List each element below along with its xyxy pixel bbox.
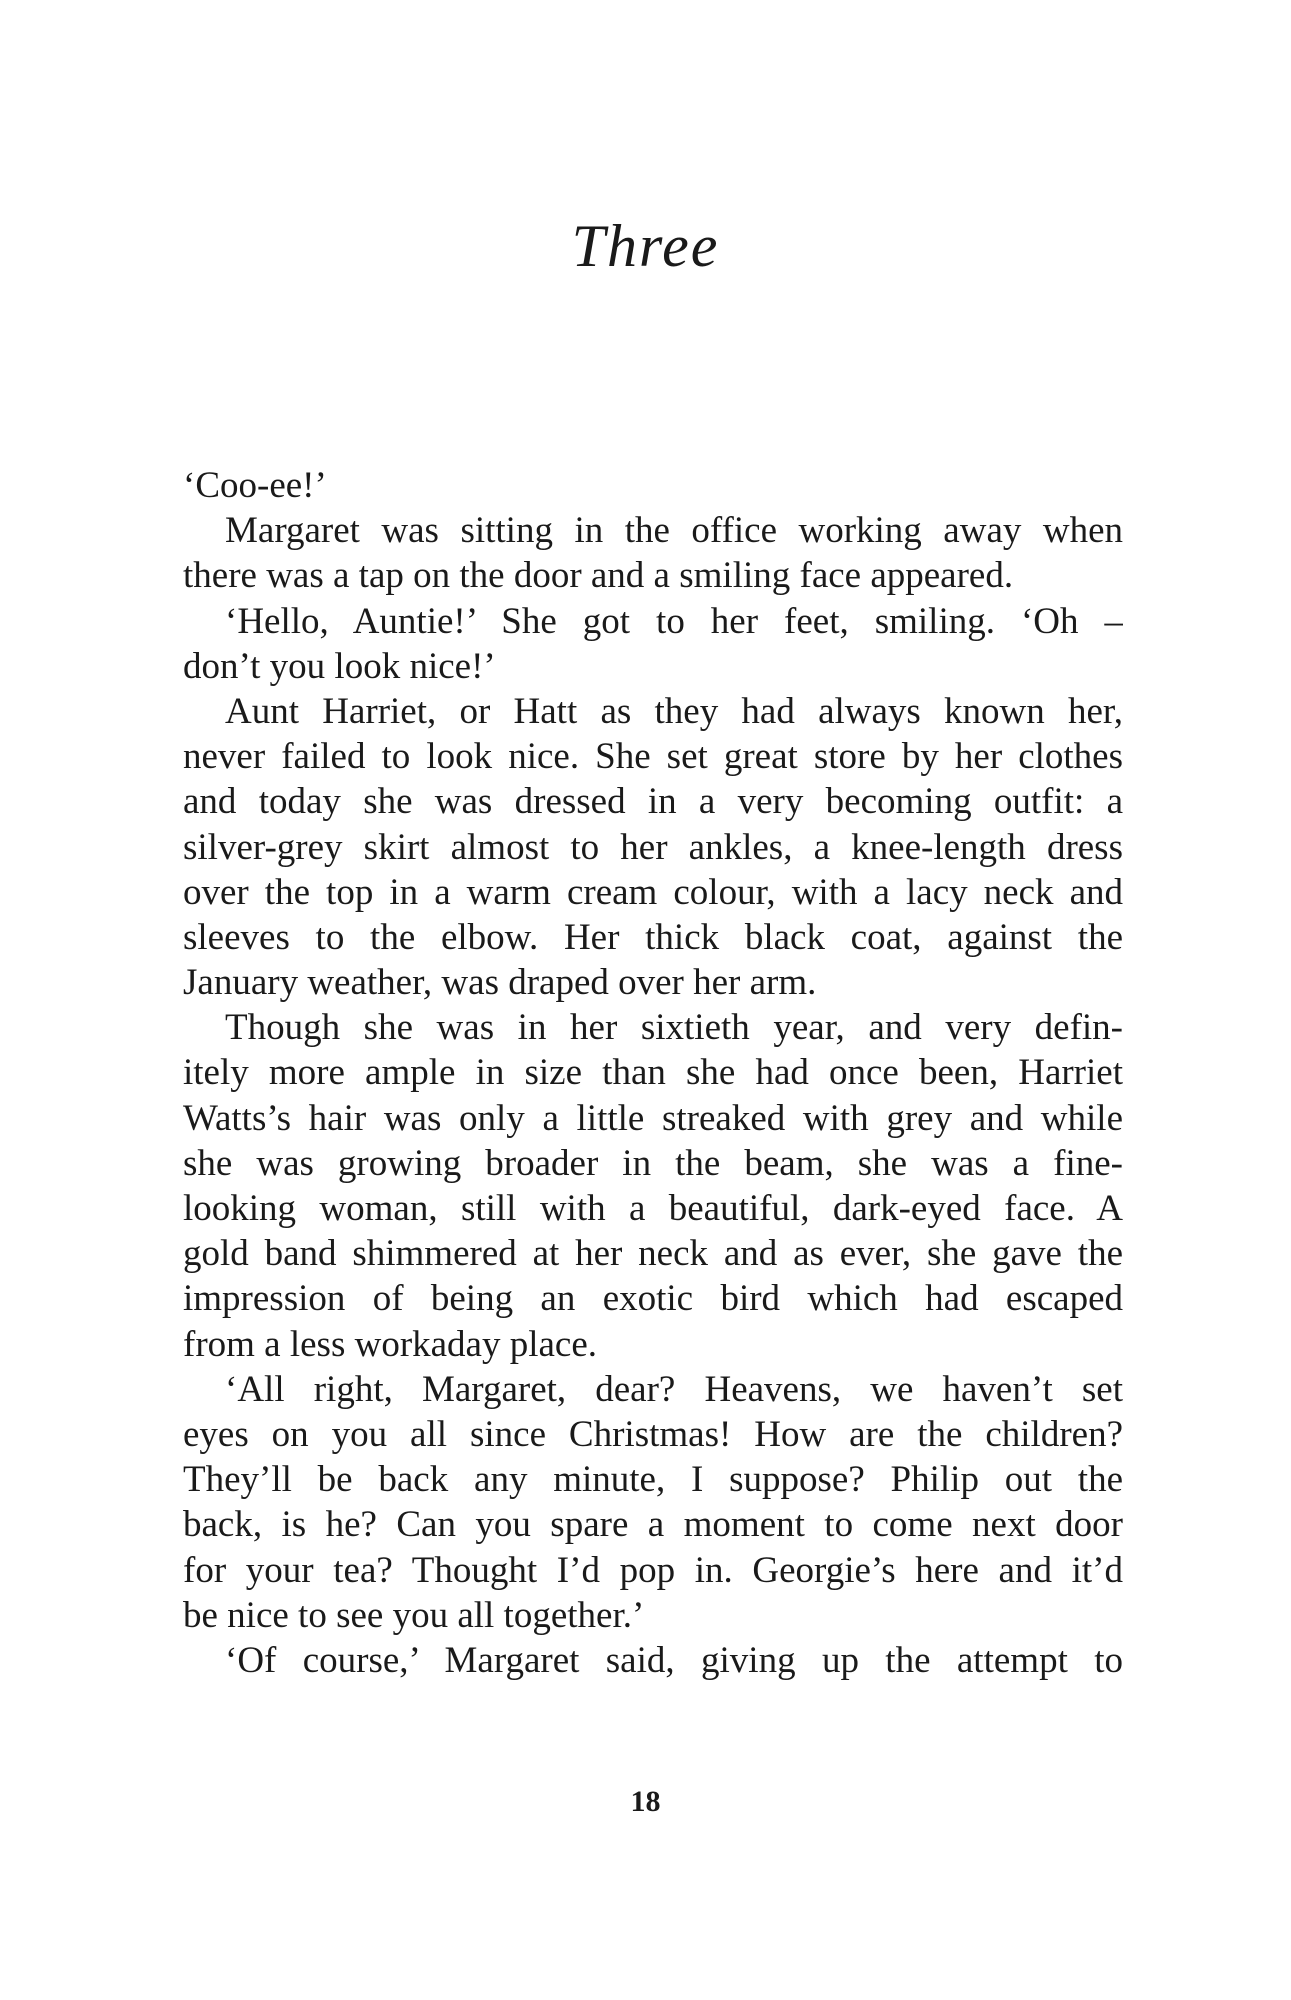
text-line: and today she was dressed in a very becoming outfit: a — [183, 781, 1123, 823]
text-line: gold band shimmered at her neck and as ever, she gave the — [183, 1233, 1123, 1275]
text-line: ‘Of course,’ Margaret said, giving up the attempt to — [225, 1639, 1123, 1681]
text-line: never failed to look nice. She set great store by her clothes — [183, 736, 1123, 778]
text-line: looking woman, still with a beautiful, dark-eyed face. A — [183, 1188, 1123, 1229]
text-line: Margaret was sitting in the office working away when — [225, 510, 1123, 552]
text-line: They’ll be back any minute, I suppose? Philip out the — [183, 1459, 1123, 1501]
text-line: impression of being an exotic bird which had escaped — [183, 1278, 1123, 1320]
text-line: Aunt Harriet, or Hatt as they had always known her, — [225, 690, 1123, 732]
text-line: eyes on you all since Christmas! How are the children? — [183, 1413, 1123, 1455]
body-text — [183, 463, 1123, 1683]
text-line: be nice to see you all together.’ — [183, 1594, 645, 1636]
text-line: Though she was in her sixtieth year, and very defin- — [225, 1007, 1123, 1049]
text-line: for your tea? Thought I’d pop in. Georgie’s here and it’d — [183, 1549, 1123, 1591]
text-line: silver-grey skirt almost to her ankles, a knee-length dress — [183, 826, 1123, 868]
text-line: sleeves to the elbow. Her thick black coat, against the — [183, 916, 1123, 958]
text-line: back, is he? Can you spare a moment to come next door — [183, 1504, 1123, 1546]
text-line: over the top in a warm cream colour, with a lacy neck and — [183, 871, 1123, 913]
text-line: ‘All right, Margaret, dear? Heavens, we haven’t set — [225, 1368, 1123, 1410]
text-line: don’t you look nice!’ — [183, 645, 496, 687]
text-line: from a less workaday place. — [183, 1323, 598, 1365]
text-line: ‘Hello, Auntie!’ She got to her feet, smiling. ‘Oh – — [225, 600, 1123, 642]
text-line: ‘Coo-ee!’ — [183, 465, 327, 506]
text-line: there was a tap on the door and a smiling face appeared. — [183, 555, 1014, 597]
text-line: she was growing broader in the beam, she was a fine- — [183, 1142, 1123, 1184]
text-line: Watts’s hair was only a little streaked with grey and while — [183, 1097, 1123, 1139]
chapter-title: Three — [571, 213, 720, 279]
text-line: January weather, was draped over her arm. — [183, 962, 817, 1004]
page-number: 18 — [630, 1785, 661, 1818]
text-line: itely more ample in size than she had once been, Harriet — [183, 1052, 1123, 1094]
